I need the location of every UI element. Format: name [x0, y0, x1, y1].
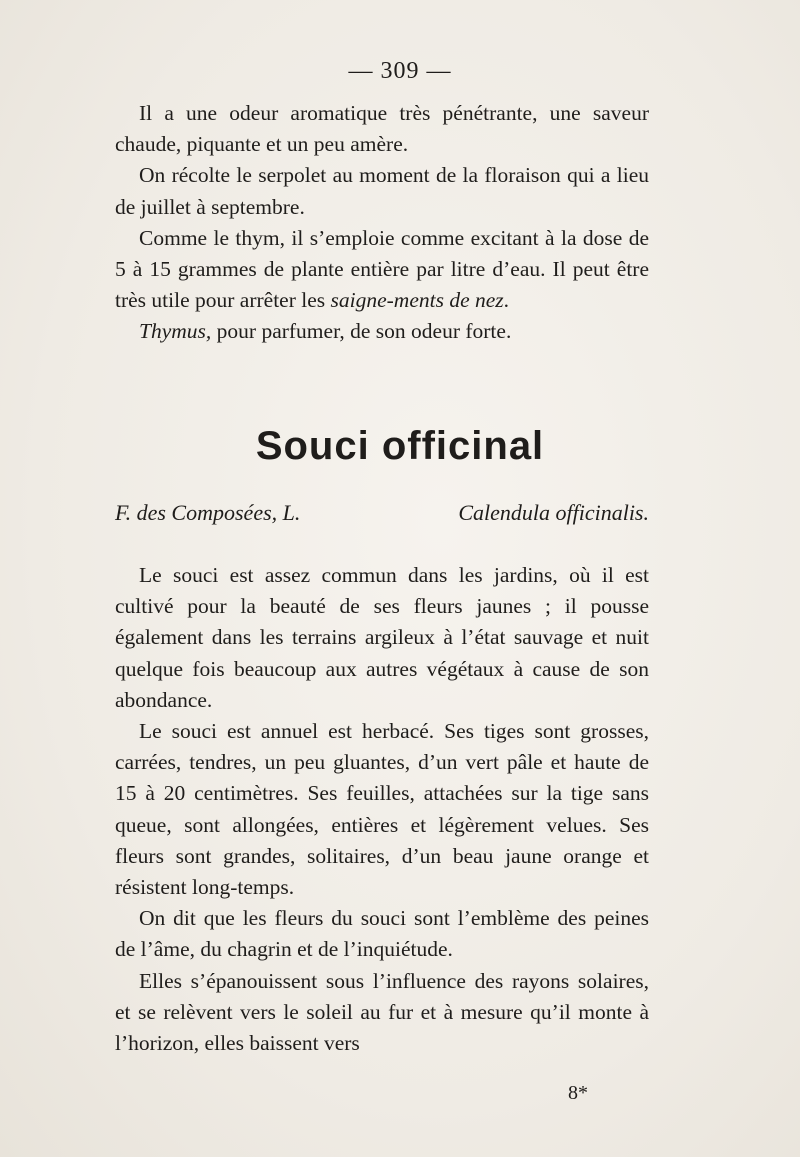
page-number: — 309 — — [348, 58, 452, 84]
paragraph-description: Le souci est assez commun dans les jardins, où il est cultivé pour la beauté de ses fleurs jaunes ; il pousse également dans les terrains argileux à l’état sauvage et nuit quelque fois beaucoup aux autres végétaux à cause de son abondance. — [115, 563, 649, 712]
emploi-text: Comme le thym, il s’emploie comme excitant à la dose de 5 à 15 grammes de plante entière par litre d’eau. Il peut être très utile pour arrêter les — [115, 225, 649, 313]
paragraph-sun: Elles s’épanouissent sous l’influence des rayons solaires, et se relèvent vers le soleil au fur et à mesure qu’il monte à l’horizon, elles baissent vers — [115, 968, 649, 1056]
paragraph-symbolism: On dit que les fleurs du souci sont l’emblème des peines de l’âme, du chagrin et de l’inquiétude. — [115, 906, 649, 962]
paragraph-recolte: On récolte le serpolet au moment de la floraison qui a lieu de juillet à septembre. — [115, 163, 649, 219]
previous-entry-text — [115, 98, 649, 348]
paragraph-emploi — [115, 223, 649, 317]
plant-family: F. des Composées, L. — [115, 500, 301, 525]
emploi-italic-text: saigne-ments de nez — [330, 288, 504, 313]
paragraph-morphology: Le souci est annuel est herbacé. Ses tiges sont grosses, carrées, tendres, un peu gluantes, d’un vert pâle et haute de 15 à 20 centimètres. Ses feuilles, attachées sur la tige sans queue, sont allongées, entières et légèrement velues. Ses fleurs sont grandes, solitaires, d’un beau jaune orange et résistent long-temps. — [115, 719, 649, 900]
botanical-line — [115, 500, 649, 526]
emploi-end: . — [503, 288, 510, 313]
signature-mark: 8* — [568, 1082, 588, 1104]
paragraph-thymus — [115, 316, 649, 347]
latin-name: Calendula officinalis. — [458, 500, 649, 525]
section-title: Souci officinal — [255, 424, 545, 468]
thymus-italic: Thymus, — [139, 319, 212, 344]
thymus-text: pour parfumer, de son odeur forte. — [211, 319, 512, 344]
section-body — [115, 560, 649, 1059]
paragraph-odeur: Il a une odeur aromatique très pénétrante, une saveur chaude, piquante et un peu amère. — [115, 101, 649, 157]
